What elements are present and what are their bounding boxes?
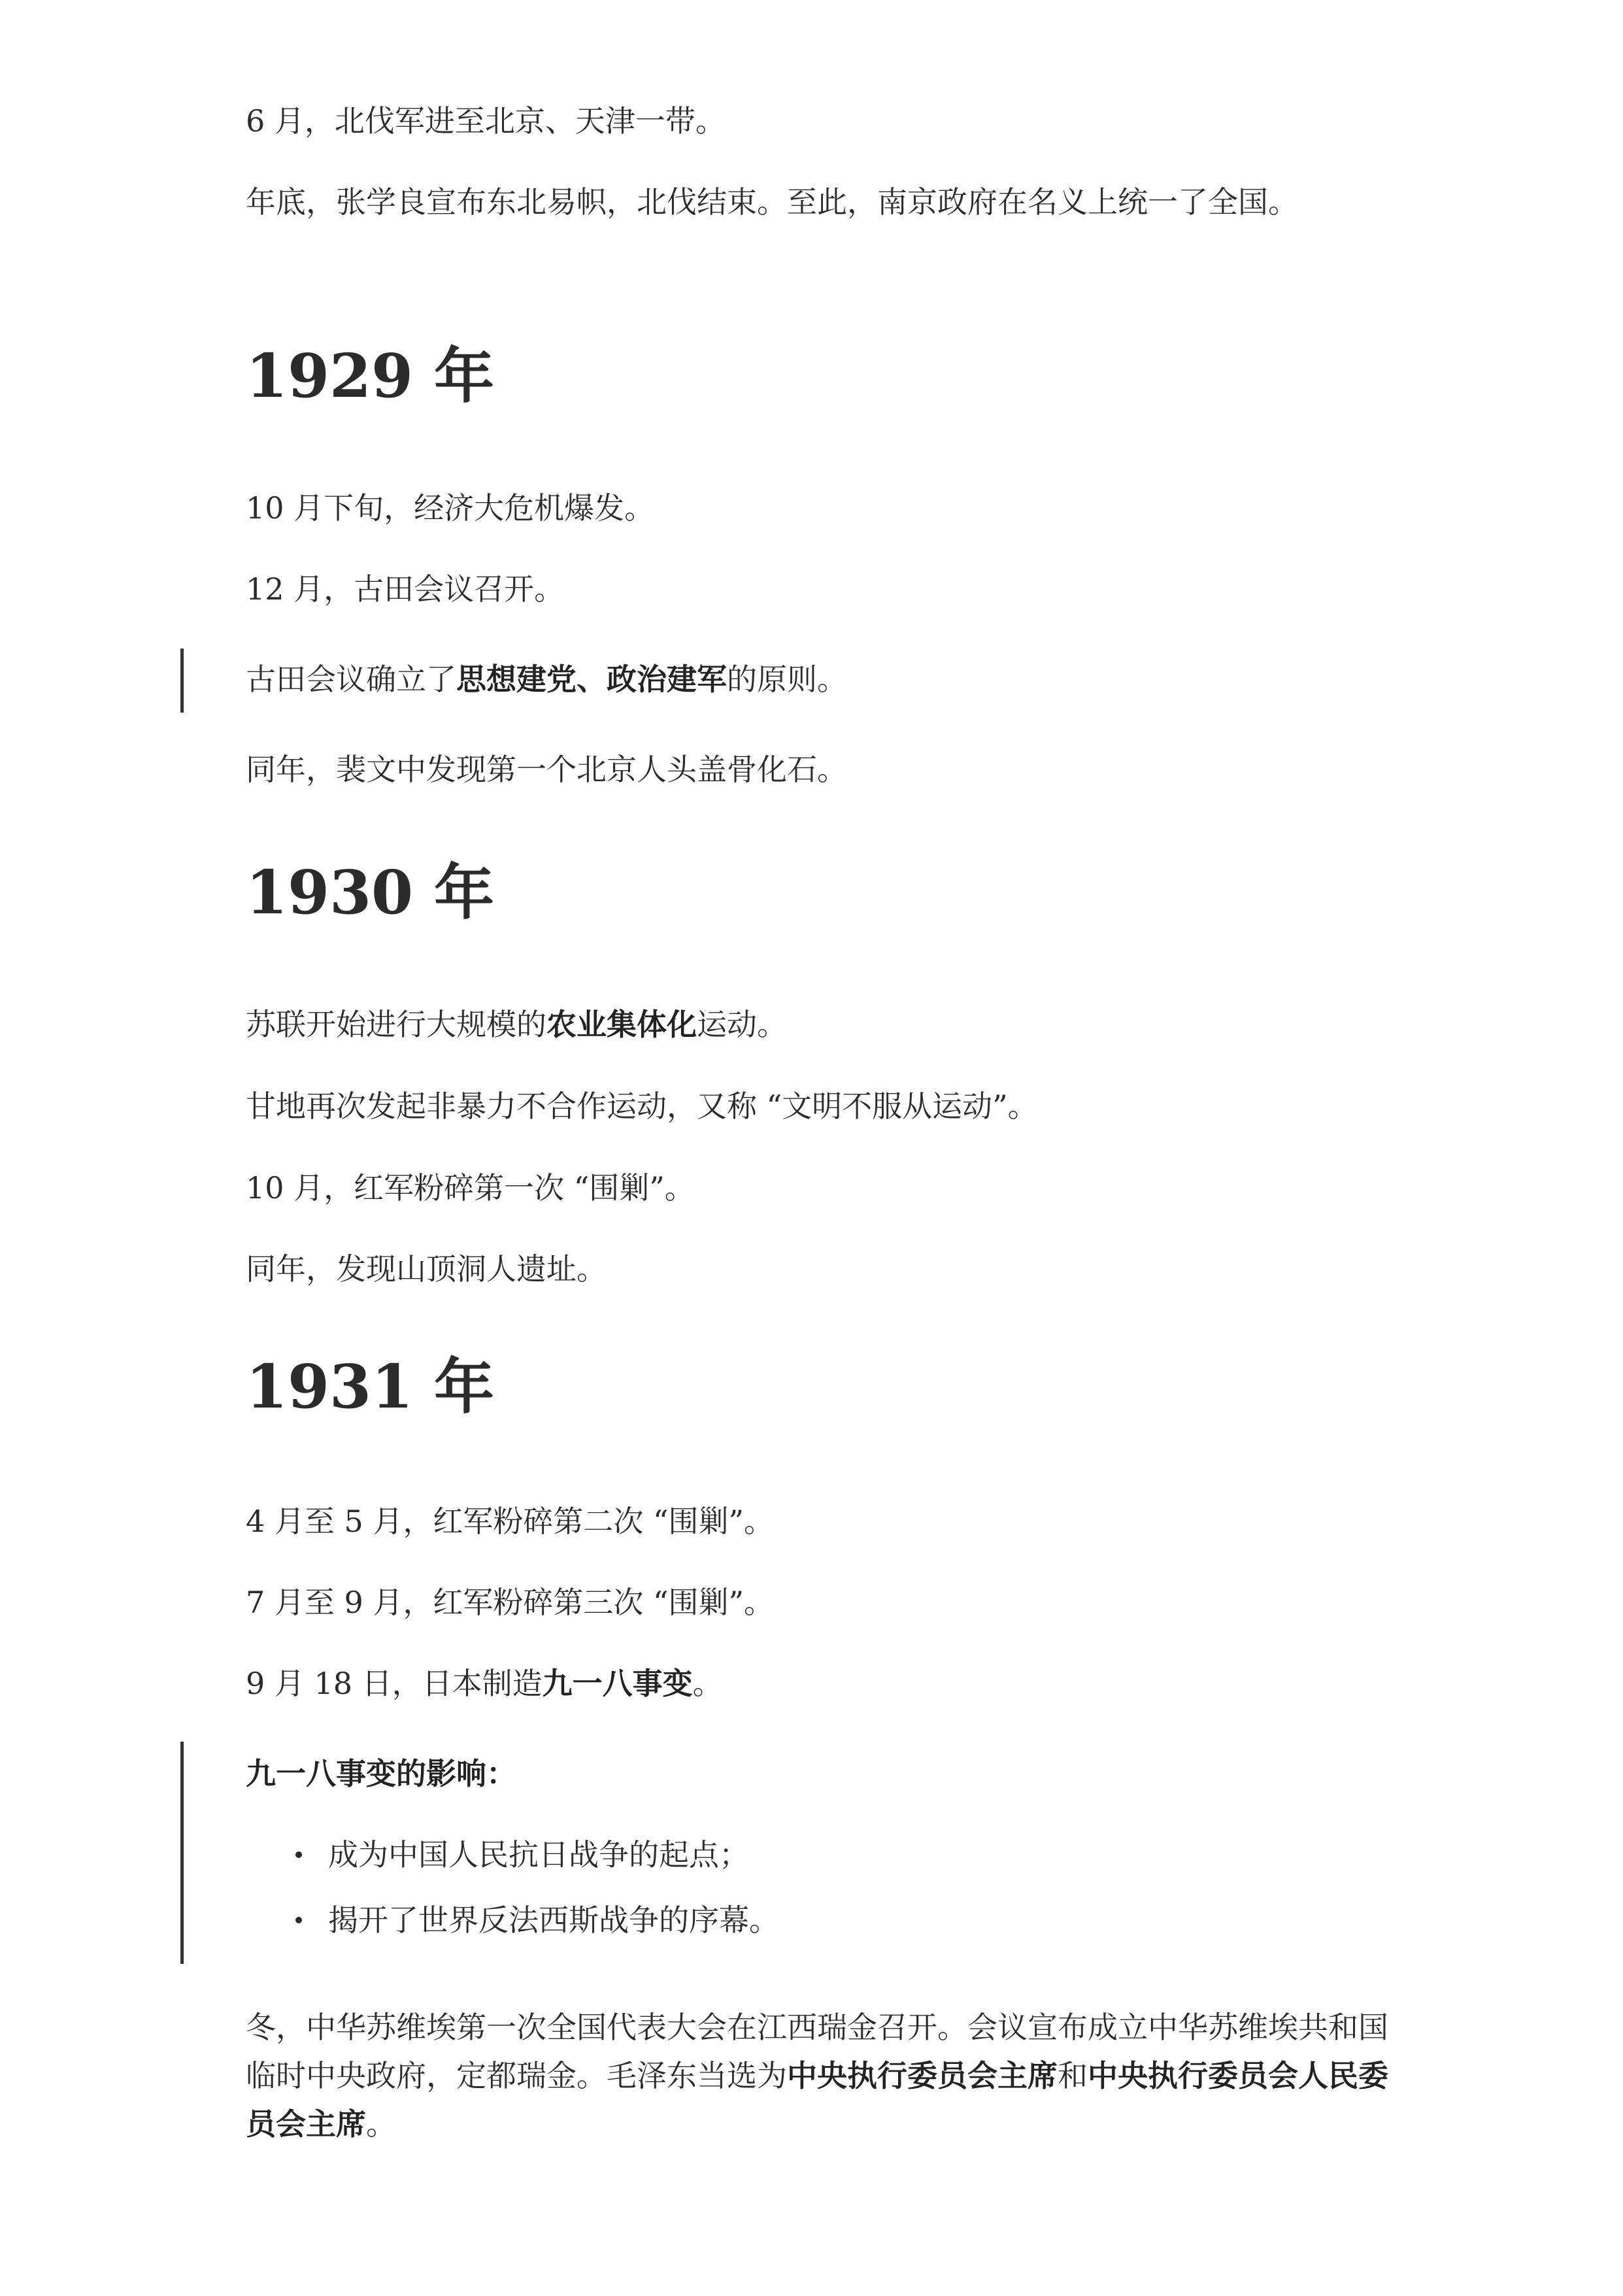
paragraph-text: 10 月下旬，经济大危机爆发。 [246,490,655,526]
paragraph-bold-text: 农业集体化 [546,1007,697,1042]
impact-list [295,1831,1341,1961]
paragraph-third-encirclement [246,1578,1396,1627]
paragraph-bold-text: 九一八事变 [542,1666,693,1701]
blockquote-gutian-principle [246,655,1396,703]
list-item [295,1896,1341,1944]
heading-1931: 1931 年 [246,1351,495,1422]
paragraph-bold-text: 中央执行委员会主席 [787,2058,1058,2093]
blockquote-bar [180,649,184,713]
paragraph-text: 9 月 18 日，日本制造 [246,1666,543,1701]
paragraph-economic-crisis [246,484,1396,532]
heading-1929: 1929 年 [246,341,495,411]
quote-title: 九一八事变的影响： [246,1756,516,1791]
quote-text: 古田会议确立了 [246,662,456,697]
paragraph-mukden-incident [246,1659,1396,1708]
paragraph-text: 。 [692,1666,723,1701]
paragraph-text: 年底，张学良宣布东北易帜，北伐结束。至此，南京政府在名义上统一了全国。 [246,184,1298,220]
paragraph-text: 苏联开始进行大规模的 [246,1007,546,1042]
paragraph-bold-text: 中央执行委员会人民委员会主席 [246,2058,1388,2142]
paragraph-collectivization [246,1000,1396,1049]
list-item-text: 成为中国人民抗日战争的起点； [328,1837,749,1872]
quote-text: 的原则。 [727,662,847,697]
paragraph-text: 12 月，古田会议召开。 [246,571,565,607]
paragraph-text: 。 [366,2106,396,2142]
paragraph-text: 6 月，北伐军进至北京、天津一带。 [246,103,726,139]
paragraph-text: 同年，裴文中发现第一个北京人头盖骨化石。 [246,752,847,787]
paragraph-peking-man [246,745,1396,794]
paragraph-text: 甘地再次发起非暴力不合作运动，又称 “文明不服从运动”。 [246,1089,1038,1124]
paragraph-northern-expedition [246,97,1396,145]
paragraph-text: 7 月至 9 月，红军粉碎第三次 “围剿”。 [246,1585,775,1620]
paragraph-text: 和 [1058,2058,1088,2093]
bullet-icon [295,1851,302,1858]
paragraph-northeast-flag-change [246,178,1396,226]
paragraph-text: 同年，发现山顶洞人遗址。 [246,1251,607,1287]
paragraph-first-encirclement [246,1164,1396,1212]
blockquote-mukden-impact-title [246,1749,1396,1798]
blockquote-bar [180,1742,184,1964]
quote-bold-text: 思想建党、政治建军 [456,662,727,697]
paragraph-gutian-meeting [246,565,1396,613]
heading-1930: 1930 年 [246,857,495,928]
paragraph-soviet-republic [246,2003,1396,2148]
bullet-icon [295,1917,302,1923]
paragraph-second-encirclement [246,1497,1396,1545]
list-item-text: 揭开了世界反法西斯战争的序幕。 [328,1902,779,1938]
paragraph-text: 运动。 [697,1007,787,1042]
list-item [295,1831,1341,1879]
paragraph-upper-cave [246,1245,1396,1293]
paragraph-text: 10 月，红军粉碎第一次 “围剿”。 [246,1170,695,1206]
paragraph-gandhi [246,1082,1396,1130]
paragraph-text: 冬，中华苏维埃第一次全国代表大会在江西瑞金召开。会议宣布成立中华苏维埃共和国临时中央政府，定都瑞金。毛泽东当选为 [246,2010,1388,2093]
paragraph-text: 4 月至 5 月，红军粉碎第二次 “围剿”。 [246,1504,775,1539]
